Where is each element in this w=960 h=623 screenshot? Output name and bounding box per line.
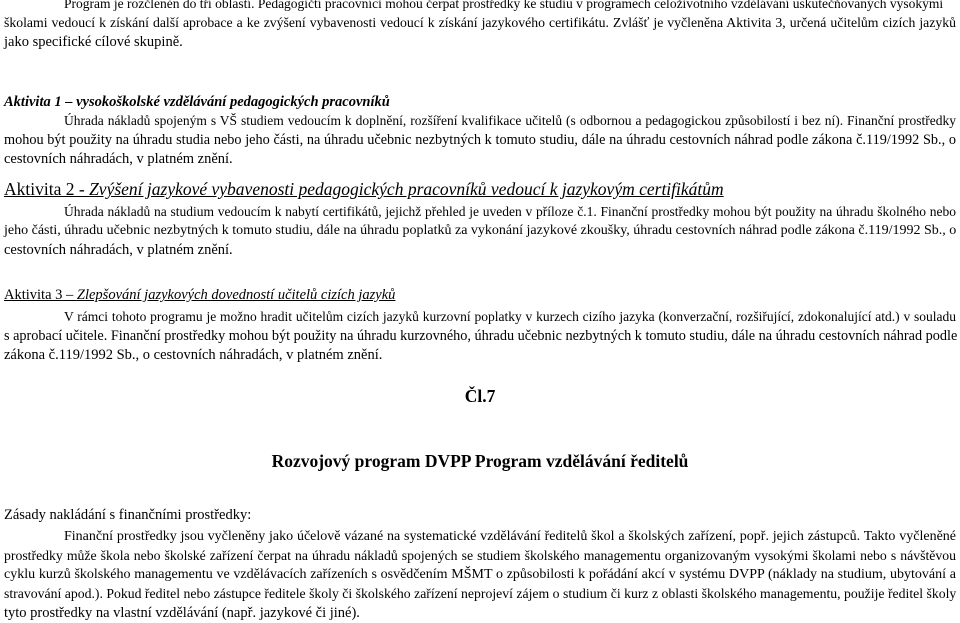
activity-2-line-1: Úhrada nákladů na studium vedoucím k nabytí certifikátů, jejichž přehled je uveden v příloze č.1. Finanční prostředky mohou být použity na úhradu školného nebo (64, 204, 956, 219)
rules-line-1: Finanční prostředky jsou vyčleněny jako účelově vázané na systematické vzdělávání ředitelů škol a školských zařízení, popř. jejich zástupců. Takto vyčleněné (64, 529, 956, 544)
intro-line-1: Program je rozčleněn do tří oblastí. Pedagogičtí pracovníci mohou čerpat prostředky ke studiu v programech celoživotního vzdělávání uskutečňovaných vysokými (64, 0, 944, 11)
activity-1-line-3: cestovních náhradách, v platném znění. (4, 151, 233, 167)
activity-2-heading (4, 179, 956, 199)
rules-heading: Zásady nakládání s finančními prostředky: (4, 507, 252, 523)
activity-3-line-1: V rámci tohoto programu je možno hradit učitelům cizích jazyků kurzovní poplatky v kurzech cizího jazyka (konverzační, rozšiřující, zdokonalující atd.) v souladu (64, 309, 956, 324)
intro-line-3: jako specifické cílové skupině. (4, 34, 183, 50)
activity-3-heading (4, 285, 956, 305)
activity-3-dash: – (62, 287, 77, 303)
activity-1-prefix: Aktivita 1 (4, 94, 62, 110)
activity-1-heading (4, 92, 956, 112)
activity-2-prefix: Aktivita 2 - (4, 179, 90, 199)
activity-1-line-2: mohou být použity na úhradu studia nebo jeho části, na úhradu učebnic nezbytných k tomuto studiu, dále na úhradu cestovních náhrad podle zákona č.119/1992 Sb., o (4, 132, 956, 148)
activity-3-line-3: zákona č.119/1992 Sb., o cestovních náhradách, v platném znění. (4, 347, 383, 363)
activity-2-line-3: cestovních náhradách, v platném znění. (4, 242, 233, 258)
activity-2-title: Zvýšení jazykové vybavenosti pedagogických pracovníků vedoucí k jazykovým certifikátům (89, 179, 724, 199)
activity-3-line-2: s aprobací učitele. Finanční prostředky mohou být použity na úhradu kurzovného, úhradu učebnic nezbytných k tomuto studiu, dále na úhradu cestovních náhrad podle (4, 328, 958, 344)
article-title: Rozvojový program DVPP Program vzdělávání ředitelů (271, 451, 689, 471)
rules-line-2: prostředky může škola nebo školské zařízení čerpat na úhradu nákladů spojených se studiem školského managementu organizovaným vysokými školami nebo s návštěvou (4, 548, 956, 563)
activity-1-dash: – (61, 94, 77, 110)
article-number: Čl.7 (464, 386, 496, 406)
rules-line-5: tyto prostředky na vlastní vzdělávání (např. jazykové či jiné). (4, 605, 360, 621)
activity-3-title: Zlepšování jazykových dovedností učitelů cizích jazyků (76, 287, 396, 303)
intro-line-2: školami vedoucí k získání další aprobace a ke zvýšení vybavenosti vedoucí k získání jazykového certifikátu. Zvlášť je vyčleněna Aktivita 3, určená učitelům cizích jazyků (4, 15, 956, 30)
activity-1-line-1: Úhrada nákladů spojeným s VŠ studiem vedoucím k doplnění, rozšíření kvalifikace učitelů (s odbornou a pedagogickou způsobilostí i bez ní). Finanční prostředky (64, 113, 956, 128)
activity-1-title: vysokoškolské vzdělávání pedagogických pracovníků (76, 94, 390, 110)
rules-line-4: stravování apod.). Pokud ředitel nebo zástupce ředitele školy či školského zařízení neprojeví zájem o studium či kurz z oblasti školského managementu, použije ředitel školy (4, 586, 957, 601)
rules-line-3: cyklu kurzů školského managementu ve vzdělávacích zařízeních s osvědčením MŠMT o způsobilosti k pořádání akcí v systému DVPP (náklady na studium, ubytování a (4, 567, 956, 582)
activity-2-line-2: jeho části, úhradu učebnic nezbytných k tomuto studiu, dále na úhradu poplatků za vykonání jazykové zkoušky, úhradu cestovních náhrad podle zákona č.119/1992 Sb., o (4, 223, 957, 238)
activity-3-prefix: Aktivita 3 (4, 287, 63, 303)
